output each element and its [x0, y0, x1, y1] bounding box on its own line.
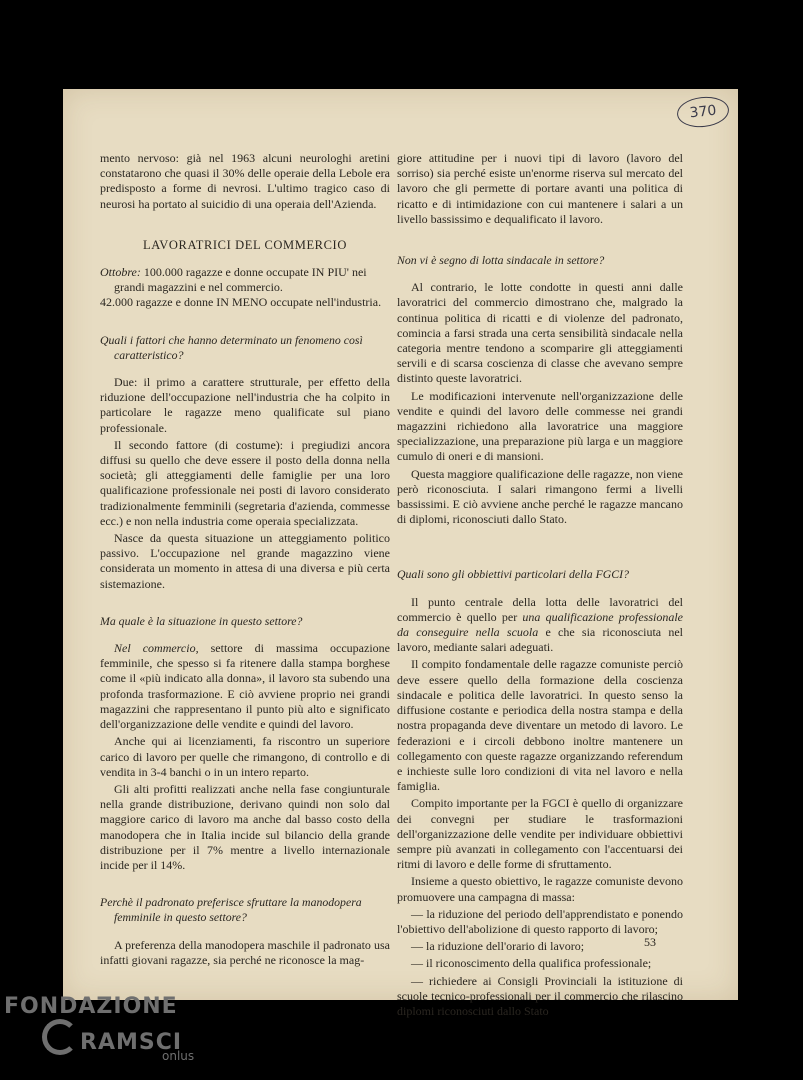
logo-line-2: RAMSCI [4, 1019, 182, 1055]
paragraph: Insieme a questo obiettivo, le ragazze comuniste devono promuovere una campagna di massa: [397, 874, 683, 904]
left-column [100, 151, 390, 970]
paragraph: Il secondo fattore (di costume): i pregiudizi ancora diffusi su quello che deve essere il posto della donna nella società; gli atteggiamenti delle famiglie per una loro qualificazione professionale nei posti di lavoro considerato tradizionalmente femminili (segretaria d'azienda, commesse ecc.) e non nella industria come operaia specializzata. [100, 437, 390, 528]
paragraph [397, 595, 683, 656]
logo-g-icon [42, 1019, 78, 1055]
bullet-item: — richiedere ai Consigli Provinciali la istituzione di scuole tecnico-professionali per il commercio che rilascino diplomi riconosciuti dallo Stato [397, 973, 683, 1018]
intro-paragraph: mento nervoso: già nel 1963 alcuni neurologhi aretini constatarono che quasi il 30% delle operaie della Lebole era predisposto a forme di nevrosi. L'ultimo tragico caso di neurosi ha portato al suicidio di una operaia dell'Azienda. [100, 151, 390, 211]
paragraph: Anche qui ai licenziamenti, fa riscontro un superiore carico di lavoro per quelle che rimangono, di controllo e di vendita in 3-4 banchi o in un intero reparto. [100, 734, 390, 779]
paragraph: Questa maggiore qualificazione delle ragazze, non viene però riconosciuta. I salari rimangono fermi a livelli bassissimi. E ciò avviene anche perché le ragazze mancano di diplomi, riconosciuti dallo Stato. [397, 466, 683, 527]
paragraph: Due: il primo a carattere strutturale, per effetto della riduzione dell'occupazione nell'industria che ha colpito in particolare le ragazze meno qualificate sul piano professionale. [100, 375, 390, 435]
right-column [397, 151, 683, 1021]
paragraph [100, 641, 390, 732]
paragraph: A preferenza della manodopera maschile il padronato usa infatti giovani ragazze, sia perché ne riconosce la mag- [100, 937, 390, 967]
paragraph-text: Il punto centrale della lotta delle lavoratrici del commercio è quello per [397, 594, 683, 624]
bullet-item: — la riduzione del periodo dell'apprendistato e ponendo l'obiettivo dell'abolizione di questo rapporto di lavoro; [397, 906, 683, 936]
paragraph: Al contrario, le lotte condotte in questi anni dalle lavoratrici del commercio dimostrano che, malgrado la continua politica di ricatti e di violenze del padronato, comincia a farsi strada una certa sensibilità sindacale nella categoria mentre tendono a scomparire gli atteggiamenti servili e di scarsa coscienza di classe che avevano sempre distinto queste lavoratrici. [397, 280, 683, 386]
stats-line-1 [100, 265, 367, 279]
paragraph: Compito importante per la FGCI è quello di organizzare dei convegni per studiare le trasformazioni dell'organizzazione delle vendite per individuare obbiettivi sempre più avanzati in collegamento con l'accentuarsi dei ritmi di lavoro e delle forme di sfruttamento. [397, 796, 683, 872]
stats-label: Ottobre: [100, 265, 141, 280]
question-heading: Ma quale è la situazione in questo settore? [100, 613, 303, 628]
archive-page-stamp: 370 [676, 94, 731, 129]
paragraph-emphasis: una qualificazione professionale da conseguire nella scuola [397, 609, 683, 640]
stats-line-1-text: 100.000 ragazze e donne occupate IN PIU' nei [140, 265, 367, 280]
statistics-block [100, 265, 390, 311]
fondazione-gramsci-logo [4, 995, 182, 1055]
question-heading [100, 333, 390, 363]
page-number: 53 [644, 935, 656, 949]
logo-suffix: onlus [162, 1049, 195, 1063]
question-line-2: femminile in questo settore? [114, 910, 247, 925]
paragraph: Il compito fondamentale delle ragazze comuniste perciò deve essere quello della formazione della coscienza sindacale e politica delle lavoratrici. In questo senso la diffusione costante e periodica della nostra stampa e della nostra propaganda deve diventare un metodo di lavoro. Le federazioni e i circoli debbono inoltre mantenere un collegamento con queste ragazze organizzando referendum e inchieste sulle loro condizioni di vita nel lavoro e nella famiglia. [397, 657, 683, 794]
paragraph: giore attitudine per i nuovi tipi di lavoro (lavoro del sorriso) sia perché esiste un'enorme riserva sul mercato del lavoro che gli permette di portare avanti una politica di ricatto e di intimidazione con cui mantenere i salari a un livello bassissimo e dequalificato il lavoro. [397, 151, 683, 226]
question-heading [100, 895, 390, 925]
paragraph: Le modificazioni intervenute nell'organizzazione delle vendite e quindi del lavoro delle commesse nei grandi magazzini richiedono alla lavoratrice una maggiore specializzazione, una preparazione più larga e un maggiore cumulo di oneri e di mansioni. [397, 388, 683, 464]
question-heading: Quali sono gli obbiettivi particolari della FGCI? [397, 567, 629, 582]
logo-line-1: FONDAZIONE [4, 994, 178, 1019]
paragraph: Gli alti profitti realizzati anche nella fase congiunturale nella grande distribuzione, derivano quindi non solo dal maggiore carico di lavoro ma anche dal basso costo della manodopera che in Italia incide sul bilancio della grande distribuzione per il 7% mentre a livello internazionale incide per il 14%. [100, 781, 390, 872]
paragraph-text: e che sia riconosciuta nel lavoro, mediante salari adeguati. [397, 625, 684, 655]
question-line-1: Quali i fattori che hanno determinato un fenomeno così [100, 332, 363, 347]
paragraph: Nasce da questa situazione un atteggiamento politico passivo. L'occupazione nel grande magazzino viene considerata un momento in attesa di una diversa e più certa sistemazione. [100, 531, 390, 591]
question-heading: Non vi è segno di lotta sindacale in settore? [397, 253, 605, 268]
question-line-1: Perchè il padronato preferisce sfruttare la manodopera [100, 895, 362, 910]
bullet-item: — la riduzione dell'orario di lavoro; [411, 939, 585, 954]
stats-line-1b: grandi magazzini e nel commercio. [114, 280, 283, 295]
paragraph-text: settore di massima occupazione femminile, che spesso si fa ritenere dalla stampa borghese come il «più indicato alla donna», il lavoro sta subendo una profonda trasformazione. E ciò avviene proprio nei grandi magazzini che rappresentano il punto più alto e significato dell'organizzazione delle vendite e quindi del lavoro. [100, 641, 390, 732]
paragraph-lead: Nel commercio, [114, 641, 199, 656]
bullet-item: — il riconoscimento della qualifica professionale; [411, 956, 652, 971]
stats-line-2: 42.000 ragazze e donne IN MENO occupate nell'industria. [100, 295, 382, 310]
section-heading: LAVORATRICI DEL COMMERCIO [143, 237, 347, 252]
question-line-2: caratteristico? [114, 347, 184, 362]
